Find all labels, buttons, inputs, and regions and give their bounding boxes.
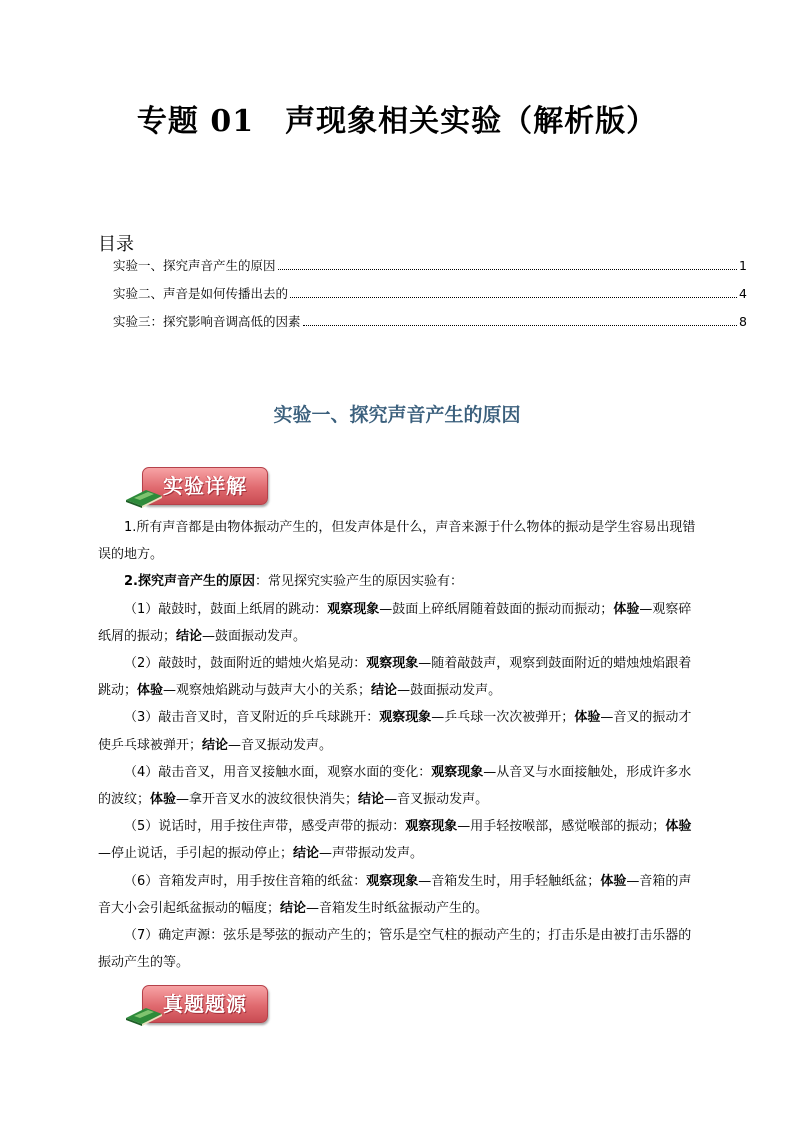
toc-entry[interactable]	[113, 312, 747, 340]
observation-text: —音箱发生时，用手轻触纸盆；	[418, 873, 601, 889]
body-text	[98, 514, 700, 976]
section-heading: 实验一、探究声音产生的原因	[273, 404, 521, 426]
exam-source-banner	[124, 984, 274, 1028]
experiment-item	[98, 596, 700, 650]
observation-text: —随着敲鼓声，观察到鼓面附近的蜡烛烛焰跟着跳动；	[98, 656, 692, 699]
item-lead: （6）音箱发声时，用手按住音箱的纸盆：	[124, 873, 367, 889]
experience-label: 体验	[137, 683, 164, 699]
paragraph: （7）确定声源：弦乐是琴弦的振动产生的；管乐是空气柱的振动产生的；打击乐是由被打击乐器的振动产生的等。	[98, 928, 692, 971]
toc-leader-dots	[303, 324, 738, 326]
experience-label: 体验	[574, 710, 601, 726]
paragraph	[98, 568, 700, 595]
observation-text: —用手轻按喉部，感觉喉部的振动；	[457, 819, 666, 835]
document-title: 专题 01 声现象相关实验（解析版）	[136, 104, 658, 139]
experiment-item	[98, 704, 700, 758]
experience-text: —音叉的振动才使乒乓球被弹开；	[98, 710, 692, 753]
toc-entry[interactable]	[113, 284, 747, 312]
conclusion-label: 结论	[371, 683, 398, 699]
experience-text: —停止说话，手引起的振动停止；	[98, 846, 294, 862]
book-icon	[124, 1004, 164, 1026]
observation-text: —乒乓球一次次被弹开；	[431, 710, 575, 726]
paragraph: 1.所有声音都是由物体振动产生的，但发声体是什么，声音来源于什么物体的振动是学生容易出现错误的地方。	[98, 520, 696, 563]
observation-label: 观察现象	[379, 710, 432, 726]
experience-text: —观察碎纸屑的振动；	[98, 601, 692, 644]
observation-text: —从音叉与水面接触处，形成许多水的波纹；	[98, 764, 692, 808]
conclusion-label: 结论	[280, 900, 307, 916]
observation-label: 观察现象	[327, 601, 380, 617]
toc-entry[interactable]	[113, 256, 747, 284]
toc-entry-page: 1	[739, 258, 747, 273]
toc-entry-title: 实验一、探究声音产生的原因	[113, 258, 276, 273]
experience-label: 体验	[665, 819, 692, 835]
toc-leader-dots	[278, 268, 738, 270]
experience-label: 体验	[150, 792, 177, 808]
toc-entry-page: 4	[739, 286, 747, 301]
experience-text: —观察烛焰跳动与鼓声大小的关系；	[163, 683, 372, 699]
observation-label: 观察现象	[431, 764, 484, 780]
toc-entry-title: 实验二、声音是如何传播出去的	[113, 286, 289, 301]
bold-term: 2.探究声音产生的原因	[124, 574, 255, 590]
toc-heading: 目录	[98, 234, 134, 255]
conclusion-label: 结论	[293, 846, 320, 862]
paragraph-text: ：常见探究实验产生的原因实验有：	[254, 574, 463, 590]
experiment-detail-banner	[124, 466, 274, 510]
banner-label: 真题题源	[163, 992, 247, 1016]
toc-entry-title: 实验三：探究影响音调高低的因素	[113, 314, 301, 329]
experience-label: 体验	[600, 873, 627, 889]
experiment-item	[98, 759, 700, 813]
banner-label: 实验详解	[163, 474, 247, 498]
experience-text: —音箱的声音大小会引起纸盆振动的幅度；	[98, 873, 692, 916]
book-icon	[124, 486, 164, 508]
conclusion-text: —音箱发生时纸盆振动产生的。	[306, 900, 489, 916]
observation-label: 观察现象	[366, 873, 419, 889]
observation-label: 观察现象	[405, 819, 458, 835]
toc-entry-page: 8	[739, 314, 747, 329]
conclusion-text: —音叉振动发声。	[384, 792, 489, 808]
conclusion-label: 结论	[358, 792, 385, 808]
observation-text: —鼓面上碎纸屑随着鼓面的振动而振动；	[379, 601, 614, 617]
conclusion-text: —声带振动发声。	[319, 846, 424, 862]
conclusion-label: 结论	[176, 628, 203, 644]
conclusion-text: —音叉振动发声。	[228, 737, 333, 753]
conclusion-label: 结论	[202, 737, 229, 753]
experiment-item	[98, 868, 700, 922]
observation-label: 观察现象	[366, 656, 419, 672]
item-lead: （3）敲击音叉时，音叉附近的乒乓球跳开：	[124, 710, 380, 726]
item-lead: （5）说话时，用手按住声带，感受声带的振动：	[124, 819, 406, 835]
toc-leader-dots	[290, 296, 737, 298]
item-lead: （4）敲击音叉，用音叉接触水面，观察水面的变化：	[124, 764, 432, 780]
conclusion-text: —鼓面振动发声。	[202, 628, 307, 644]
experience-text: —拿开音叉水的波纹很快消失；	[176, 792, 359, 808]
conclusion-text: —鼓面振动发声。	[397, 683, 502, 699]
table-of-contents	[113, 256, 747, 340]
item-lead: （2）敲鼓时，鼓面附近的蜡烛火焰晃动：	[124, 656, 367, 672]
experiment-item	[98, 650, 700, 704]
experiment-item	[98, 813, 700, 867]
experience-label: 体验	[613, 601, 640, 617]
item-lead: （1）敲鼓时，鼓面上纸屑的跳动：	[124, 601, 328, 617]
